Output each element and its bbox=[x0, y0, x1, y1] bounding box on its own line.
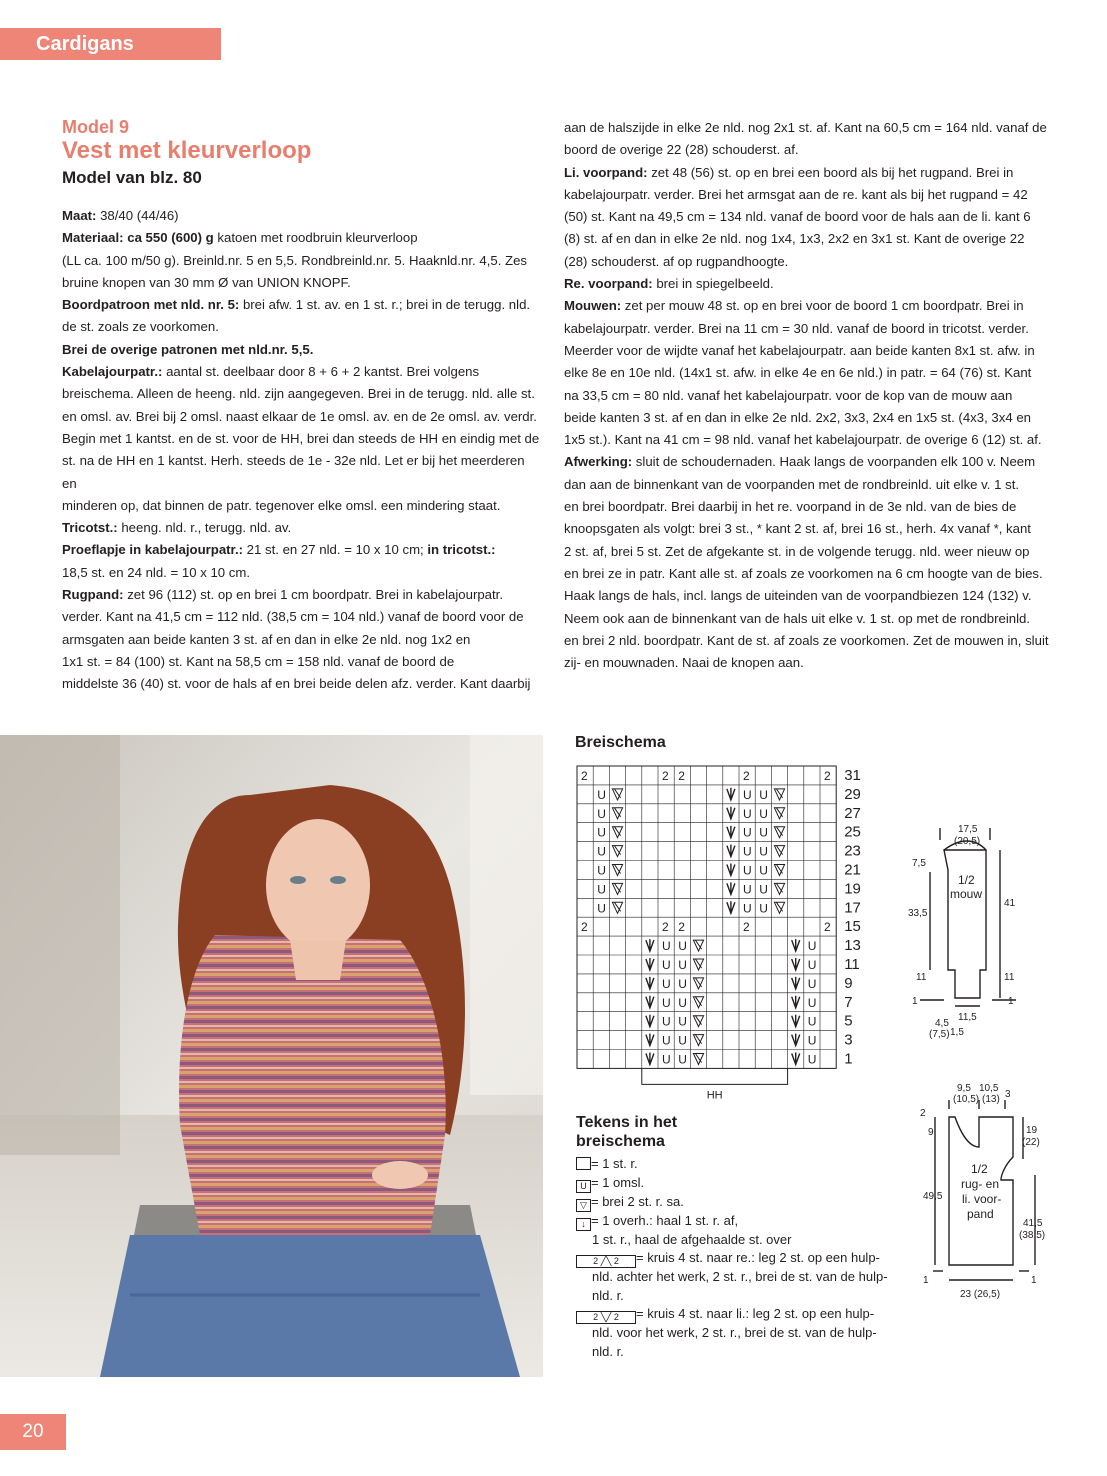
text-line bbox=[564, 652, 1052, 674]
text-line-body: kabelajourpatr. verder. Brei het armsgat aan de re. kant als bij het rugpand = 42 bbox=[564, 186, 1028, 202]
chart-yo-symbol: U bbox=[597, 806, 606, 821]
chart-row-number: 27 bbox=[844, 804, 861, 822]
chart-yo-symbol: U bbox=[807, 1014, 817, 1029]
text-line-body: (8) st. af en dan in elke 2e nld. nog 1x4, 1x3, 2x2 en 3x1 st. Kant de overige 22 bbox=[564, 231, 1025, 247]
body-left-mid: 49,5 bbox=[923, 1191, 943, 1202]
left-text-block bbox=[62, 205, 542, 696]
chart-yo-symbol: U bbox=[597, 844, 606, 859]
text-line-body: elke 8e en 10e nld. (14x1 st. afw. in elke 4e en 6e nld.) in patr. = 64 (76) st. Kant bbox=[564, 365, 1032, 381]
text-line bbox=[62, 294, 542, 316]
text-line-bold: Proeflapje in kabelajourpatr.: bbox=[62, 542, 244, 558]
skp-icon: ↓ bbox=[576, 1218, 591, 1231]
text-line-body: Neem ook aan de binnenkant van de hals uit elke v. 1 st. op met de rondbreinld. bbox=[564, 610, 1031, 626]
legend-text: = brei 2 st. r. sa. bbox=[591, 1193, 684, 1209]
knit-stitch-icon bbox=[576, 1157, 591, 1170]
text-line-bold: Afwerking: bbox=[564, 454, 633, 470]
sleeve-label1: 1/2 bbox=[958, 873, 975, 887]
body-top-c: 3 bbox=[1005, 1089, 1011, 1100]
text-line bbox=[62, 517, 542, 539]
cable-right-icon: 2 ╱╲ 2 bbox=[576, 1255, 636, 1268]
legend-title-line2: breischema bbox=[576, 1133, 665, 1150]
chart-cable-symbol: 2 bbox=[824, 920, 831, 935]
instructions-left-column bbox=[62, 117, 542, 696]
text-line-body: middelste 36 (40) st. voor de hals af en brei beide delen afz. verder. Kant daarbij bbox=[62, 676, 531, 692]
page-number: 20 bbox=[0, 1414, 66, 1450]
text-line bbox=[62, 651, 542, 673]
text-line bbox=[62, 629, 542, 651]
text-line-body: breischema. Alleen de heeng. nld. zijn aangegeven. Brei in de terugg. nld. alle st. bbox=[62, 386, 535, 402]
chart-yo-symbol: U bbox=[662, 1014, 671, 1029]
legend-text: = kruis 4 st. naar li.: leg 2 st. op een hulp- bbox=[636, 1306, 875, 1321]
text-line bbox=[564, 451, 1052, 473]
chart-row-number: 19 bbox=[844, 880, 861, 898]
text-line bbox=[62, 406, 542, 428]
text-line bbox=[564, 541, 1052, 563]
sleeve-label2: mouw bbox=[950, 887, 983, 901]
chart-yo-symbol: U bbox=[678, 976, 687, 991]
body-label1: 1/2 bbox=[971, 1162, 988, 1176]
text-line-body: brei in spiegelbeeld. bbox=[652, 276, 774, 292]
chart-yo-symbol: U bbox=[759, 787, 768, 802]
text-line-bold: Boordpatroon met nld. nr. 5: bbox=[62, 297, 240, 313]
legend-text: nld. r. bbox=[592, 1343, 624, 1359]
sleeve-left-low: 11 bbox=[916, 972, 927, 983]
text-line-body: knoopsgaten als volgt: brei 3 st., * kant 2 st. af, brei 16 st., herh. 4x vanaf *, kant bbox=[564, 521, 1031, 537]
chart-cable-symbol: 2 bbox=[678, 769, 685, 783]
text-line-body: zet per mouw 48 st. op en brei voor de boord 1 cm boordpatr. Brei in bbox=[621, 298, 1024, 314]
chart-yo-symbol: U bbox=[743, 863, 752, 878]
chart-yo-symbol: U bbox=[759, 806, 768, 821]
k2tog-icon: ▽ bbox=[576, 1199, 591, 1212]
chart-yo-symbol: U bbox=[678, 939, 687, 954]
text-line-bold: Li. voorpand: bbox=[564, 164, 648, 180]
text-line bbox=[62, 339, 542, 361]
text-line bbox=[564, 385, 1052, 407]
chart-yo-symbol: U bbox=[662, 958, 671, 972]
body-label4: pand bbox=[967, 1207, 994, 1221]
chart-cable-symbol: 2 bbox=[581, 769, 588, 783]
photo-illustration bbox=[0, 735, 543, 1377]
text-line-body: (50) st. Kant na 49,5 cm = 134 nld. vanaf de boord voor de hals aan de li. kant 6 bbox=[564, 209, 1031, 225]
chart-yo-symbol: U bbox=[807, 1052, 817, 1067]
text-line bbox=[564, 563, 1052, 585]
text-line bbox=[62, 227, 542, 249]
legend-item bbox=[576, 1249, 906, 1268]
text-line bbox=[564, 474, 1052, 496]
model-number: Model 9 bbox=[62, 117, 130, 137]
legend-text: = 1 st. r. bbox=[591, 1156, 638, 1171]
chart-yo-symbol: U bbox=[662, 1033, 671, 1048]
legend-item bbox=[576, 1324, 906, 1343]
text-line-body: (LL ca. 100 m/50 g). Breinld.nr. 5 en 5,5. Rondbreinld.nr. 5. Haaknld.nr. 4,5. Zes bbox=[62, 252, 528, 268]
chart-yo-symbol: U bbox=[743, 882, 752, 897]
body-right-b: (38,5) bbox=[1019, 1230, 1046, 1241]
text-line bbox=[564, 340, 1052, 362]
text-line-bold: Mouwen: bbox=[564, 298, 622, 314]
text-line bbox=[564, 429, 1052, 451]
chart-cable-symbol: 2 bbox=[662, 769, 669, 783]
sleeve-right-low: 11 bbox=[1004, 972, 1015, 983]
chart-yo-symbol: U bbox=[807, 1033, 817, 1048]
chart-yo-symbol: U bbox=[678, 995, 687, 1010]
text-line bbox=[564, 139, 1052, 161]
text-line bbox=[62, 495, 542, 517]
text-line-body: 1x1 st. = 84 (100) st. Kant na 58,5 cm = 158 nld. vanaf de boord de bbox=[62, 653, 455, 669]
text-line-body: en brei ze in patr. Kant alle st. af zoals ze voorkomen na 6 cm hoogte van de bies. bbox=[564, 565, 1043, 581]
chart-yo-symbol: U bbox=[743, 844, 752, 859]
text-line-bold: Materiaal: ca 550 (600) g bbox=[62, 230, 214, 246]
text-line-body: minderen op, dat binnen de patr. tegenover elke omsl. een mindering staat. bbox=[62, 497, 501, 513]
text-line bbox=[62, 673, 542, 695]
sleeve-top: 17,5 bbox=[958, 824, 978, 835]
chart-yo-symbol: U bbox=[597, 901, 606, 916]
text-line bbox=[62, 539, 542, 561]
chart-yo-symbol: U bbox=[597, 863, 606, 878]
chart-row-number: 25 bbox=[844, 823, 861, 841]
section-tab bbox=[0, 28, 221, 60]
chart-row-number: 23 bbox=[844, 842, 861, 860]
sleeve-bottom-c: 1,5 bbox=[950, 1027, 964, 1038]
chart-yo-symbol: U bbox=[678, 1014, 687, 1029]
chart-repeat-bracket bbox=[642, 1068, 788, 1084]
text-line bbox=[564, 184, 1052, 206]
body-top-b2: (13) bbox=[982, 1094, 1000, 1105]
chart-yo-symbol: U bbox=[662, 995, 671, 1010]
text-line-bold: Kabelajourpatr.: bbox=[62, 364, 163, 380]
legend-text: nld. r. bbox=[592, 1287, 624, 1303]
chart-yo-symbol: U bbox=[597, 825, 606, 840]
text-line-body: de st. zoals ze voorkomen. bbox=[62, 319, 219, 335]
legend-title-line1: Tekens in het bbox=[576, 1114, 678, 1131]
chart-cable-symbol: 2 bbox=[743, 769, 750, 783]
text-line-body: Meerder voor de wijdte vanaf het kabelajourpatr. aan beide kanten 8x1 st. afw. in bbox=[564, 342, 1035, 358]
chart-yo-symbol: U bbox=[743, 787, 752, 802]
text-line bbox=[564, 318, 1052, 340]
text-line-bold: Maat: bbox=[62, 208, 97, 223]
cable-left-icon: 2 ╲╱ 2 bbox=[576, 1311, 636, 1324]
legend-list bbox=[576, 1155, 906, 1361]
sleeve-top2: (20,5) bbox=[954, 836, 981, 847]
sleeve-one-left: 1 bbox=[912, 996, 918, 1007]
body-top-b: 10,5 bbox=[979, 1083, 999, 1094]
text-line bbox=[564, 295, 1052, 317]
legend-text: nld. voor het werk, 2 st. r., brei de st. van de hulp- bbox=[592, 1325, 877, 1340]
chart-row-number: 9 bbox=[844, 974, 853, 992]
text-line-body: sluit de schoudernaden. Haak langs de voorpanden elk 100 v. Neem bbox=[632, 454, 1036, 470]
text-line bbox=[564, 496, 1052, 518]
legend-item bbox=[576, 1231, 906, 1250]
model-title: Vest met kleurverloop bbox=[62, 137, 312, 164]
legend-text: = kruis 4 st. naar re.: leg 2 st. op een hulp- bbox=[636, 1250, 880, 1265]
text-line-body: (28) schouderst. af op rugpandhoogte. bbox=[564, 253, 789, 269]
body-left-9: 9 bbox=[928, 1127, 934, 1138]
text-line bbox=[564, 407, 1052, 429]
text-line bbox=[62, 562, 542, 584]
text-line bbox=[564, 162, 1052, 184]
text-line-body: zet 48 (56) st. op en brei een boord als bij het rugpand. Brei in bbox=[647, 164, 1014, 180]
chart-yo-symbol: U bbox=[597, 882, 606, 897]
text-line bbox=[564, 273, 1052, 295]
sleeve-bottom-b: (7,5) bbox=[929, 1029, 950, 1040]
text-line-body: bruine knopen van 30 mm Ø van UNION KNOPF. bbox=[62, 274, 351, 290]
text-line-body: aantal st. deelbaar door 8 + 6 + 2 kantst. Brei volgens bbox=[162, 364, 480, 380]
body-schematic bbox=[905, 1075, 1055, 1315]
right-text-block bbox=[564, 117, 1052, 674]
text-line-body: 21 st. en 27 nld. = 10 x 10 cm; bbox=[243, 542, 424, 558]
sleeve-schematic bbox=[900, 820, 1040, 1045]
chart-row-number: 29 bbox=[844, 785, 861, 803]
legend-item bbox=[576, 1343, 906, 1362]
body-bottom: 23 (26,5) bbox=[960, 1289, 1001, 1300]
body-one-right: 1 bbox=[1031, 1275, 1037, 1286]
chart-cable-symbol: 2 bbox=[581, 920, 588, 935]
body-right-22: (22) bbox=[1022, 1137, 1040, 1148]
legend-item bbox=[576, 1212, 906, 1231]
chart-yo-symbol: U bbox=[743, 806, 752, 821]
chart-row-number: 3 bbox=[844, 1031, 853, 1049]
chart-yo-symbol: U bbox=[743, 901, 752, 916]
text-line bbox=[62, 205, 542, 227]
chart-repeat-label: HH bbox=[706, 1089, 723, 1102]
text-line-body: 1x5 st.). Kant na 41 cm = 98 nld. vanaf het kabelajourpatr. de overige 6 (12) st. af. bbox=[564, 432, 1042, 448]
chart-yo-symbol: U bbox=[759, 882, 768, 897]
text-line-body: zet 96 (112) st. op en brei 1 cm boordpatr. Brei in kabelajourpatr. bbox=[123, 587, 504, 603]
body-left-2: 2 bbox=[920, 1108, 926, 1119]
text-line-body: heeng. nld. r., terugg. nld. av. bbox=[117, 520, 292, 536]
text-line bbox=[62, 606, 542, 628]
chart-row-number: 15 bbox=[844, 918, 861, 936]
sleeve-one-right: 1 bbox=[1008, 996, 1014, 1007]
sleeve-bottom: 11,5 bbox=[958, 1012, 977, 1023]
text-line bbox=[564, 608, 1052, 630]
sleeve-right: 41 bbox=[1004, 898, 1016, 909]
text-line bbox=[62, 584, 542, 606]
text-line-bold: Tricotst.: bbox=[62, 520, 118, 536]
body-one-left: 1 bbox=[923, 1275, 929, 1286]
chart-yo-symbol: U bbox=[743, 825, 752, 840]
text-line-body: en brei 2 nld. boordpatr. Kant de st. af zoals ze voorkomen. Zet de mouwen in, sluit bbox=[564, 632, 1049, 648]
chart-yo-symbol: U bbox=[759, 863, 768, 878]
text-line-body: armsgaten aan beide kanten 3 st. af en dan in elke 2e nld. nog 1x2 en bbox=[62, 631, 471, 647]
legend-title bbox=[576, 1113, 677, 1151]
model-subtitle: Model van blz. 80 bbox=[62, 168, 202, 187]
text-line-body: en brei boordpatr. Brei daarbij in het re. voorpand in de 3e nld. van de bies de bbox=[564, 499, 1017, 515]
text-line-bold: in tricotst.: bbox=[423, 542, 496, 558]
text-line bbox=[62, 316, 542, 338]
chart-yo-symbol: U bbox=[807, 995, 817, 1010]
body-label3: li. voor- bbox=[962, 1192, 1002, 1206]
legend-item bbox=[576, 1268, 906, 1287]
chart-yo-symbol: U bbox=[807, 976, 817, 991]
chart-row-number: 13 bbox=[844, 937, 861, 955]
legend-item bbox=[576, 1193, 906, 1212]
body-top-a: 9,5 bbox=[957, 1083, 971, 1094]
chart-row-number: 17 bbox=[844, 899, 861, 917]
text-line-body: beide kanten 3 st. af en dan in elke 2e nld. 2x2, 3x3, 2x4 en 1x5 st. (4x3, 3x4 en bbox=[564, 409, 1032, 425]
sleeve-left-upper: 7,5 bbox=[912, 858, 926, 869]
text-line-bold: Brei de overige patronen met nld.nr. 5,5. bbox=[62, 341, 314, 357]
model-photo bbox=[0, 735, 543, 1377]
chart-cable-symbol: 2 bbox=[662, 920, 669, 935]
chart-row-number: 5 bbox=[844, 1012, 853, 1030]
section-label: Cardigans bbox=[36, 33, 134, 55]
text-line bbox=[62, 383, 542, 405]
chart-yo-symbol: U bbox=[662, 939, 671, 954]
text-line-bold: Re. voorpand: bbox=[564, 276, 653, 292]
chart-yo-symbol: U bbox=[759, 901, 768, 916]
text-line-body: Haak langs de hals, incl. langs de uiteinden van de voorpandbiezen 124 (132) v. bbox=[564, 588, 1032, 604]
text-line-body: katoen met roodbruin kleurverloop bbox=[213, 230, 418, 246]
chart-yo-symbol: U bbox=[759, 825, 768, 840]
chart-row-number: 31 bbox=[844, 767, 861, 784]
text-line bbox=[62, 428, 542, 450]
text-line-body: brei afw. 1 st. av. en 1 st. r.; brei in de terugg. nld. bbox=[239, 297, 531, 313]
chart-yo-symbol: U bbox=[678, 1052, 687, 1067]
chart-row-number: 21 bbox=[844, 861, 861, 879]
chart-row-number: 7 bbox=[844, 993, 853, 1011]
legend-text: = 1 omsl. bbox=[591, 1174, 645, 1190]
text-line-body: na 33,5 cm = 80 nld. vanaf het kabelajourpatr. voor de kop van de mouw aan bbox=[564, 387, 1013, 403]
text-line bbox=[564, 251, 1052, 273]
text-line bbox=[564, 117, 1052, 139]
text-line-body: Begin met 1 kantst. en de st. voor de HH, brei dan steeds de HH en eindig met de bbox=[62, 430, 540, 446]
text-line bbox=[564, 585, 1052, 607]
legend-item bbox=[576, 1287, 906, 1306]
text-line-body: 38/40 (44/46) bbox=[96, 208, 179, 223]
text-line bbox=[62, 450, 542, 495]
chart-yo-symbol: U bbox=[662, 976, 671, 991]
text-line-bold: Rugpand: bbox=[62, 587, 124, 603]
chart-cable-symbol: 2 bbox=[678, 920, 685, 935]
sleeve-bottom-a: 4,5 bbox=[935, 1018, 949, 1029]
text-line bbox=[62, 250, 542, 272]
text-line-body: 2 st. af, brei 5 st. Zet de afgekante st. in de volgende terugg. nld. weer nieuw op bbox=[564, 543, 1030, 559]
text-line bbox=[564, 630, 1052, 652]
chart-yo-symbol: U bbox=[678, 1033, 687, 1048]
text-line-body: kabelajourpatr. verder. Brei na 11 cm = 30 nld. vanaf de boord in tricotst. verder. bbox=[564, 320, 1029, 336]
body-top-a2: (10,5) bbox=[953, 1094, 980, 1105]
text-line-body: en omsl. av. Brei bij 2 omsl. naast elkaar de 1e omsl. av. en de 2e omsl. av. verdr. bbox=[62, 408, 537, 424]
text-line-body: st. na de HH en 1 kantst. Herh. steeds de 1e - 32e nld. Let er bij het meerderen en bbox=[62, 453, 525, 491]
instructions-right-column bbox=[564, 117, 1052, 674]
chart-yo-symbol: U bbox=[807, 939, 817, 954]
text-line bbox=[62, 361, 542, 383]
text-line-body: 18,5 st. en 24 nld. = 10 x 10 cm. bbox=[62, 564, 251, 580]
body-right-19: 19 bbox=[1026, 1125, 1038, 1136]
legend-item bbox=[576, 1305, 906, 1324]
chart-title: Breischema bbox=[575, 734, 666, 751]
text-line-body: zij- en mouwnaden. Naai de knopen aan. bbox=[564, 655, 804, 671]
body-right-a: 41,5 bbox=[1023, 1218, 1043, 1229]
text-line bbox=[564, 228, 1052, 250]
yarn-over-icon: U bbox=[576, 1180, 591, 1193]
sleeve-left-mid: 33,5 bbox=[908, 908, 928, 919]
text-line-body: aan de halszijde in elke 2e nld. nog 2x1 st. af. Kant na 60,5 cm = 164 nld. vanaf de bbox=[564, 120, 1047, 135]
chart-cable-symbol: 2 bbox=[743, 920, 750, 935]
text-line bbox=[564, 362, 1052, 384]
body-outline bbox=[949, 1117, 1013, 1265]
text-line bbox=[62, 272, 542, 294]
legend-text: nld. achter het werk, 2 st. r., brei de st. van de hulp- bbox=[592, 1269, 888, 1284]
chart-yo-symbol: U bbox=[807, 958, 817, 972]
knitting-chart bbox=[575, 760, 875, 1102]
legend-text: = 1 overh.: haal 1 st. r. af, bbox=[591, 1212, 739, 1228]
text-line bbox=[564, 206, 1052, 228]
chart-yo-symbol: U bbox=[662, 1052, 671, 1067]
text-line-body: dan aan de binnenkant van de voorpanden met de rondbreinld. uit elke v. 1 st. bbox=[564, 476, 1020, 492]
legend-item bbox=[576, 1174, 906, 1193]
legend-text: 1 st. r., haal de afgehaalde st. over bbox=[592, 1231, 792, 1247]
text-line bbox=[564, 518, 1052, 540]
chart-yo-symbol: U bbox=[678, 958, 687, 972]
legend-item bbox=[576, 1155, 906, 1174]
chart-cable-symbol: 2 bbox=[824, 769, 831, 783]
body-label2: rug- en bbox=[961, 1177, 1000, 1191]
chart-row-number: 1 bbox=[844, 1050, 853, 1068]
text-line-body: boord de overige 22 (28) schouderst. af. bbox=[564, 142, 799, 158]
chart-yo-symbol: U bbox=[597, 787, 606, 802]
chart-yo-symbol: U bbox=[759, 844, 768, 859]
text-line-body: verder. Kant na 41,5 cm = 112 nld. (38,5 cm = 104 nld.) vanaf de boord voor de bbox=[62, 609, 524, 625]
chart-row-number: 11 bbox=[844, 956, 860, 973]
